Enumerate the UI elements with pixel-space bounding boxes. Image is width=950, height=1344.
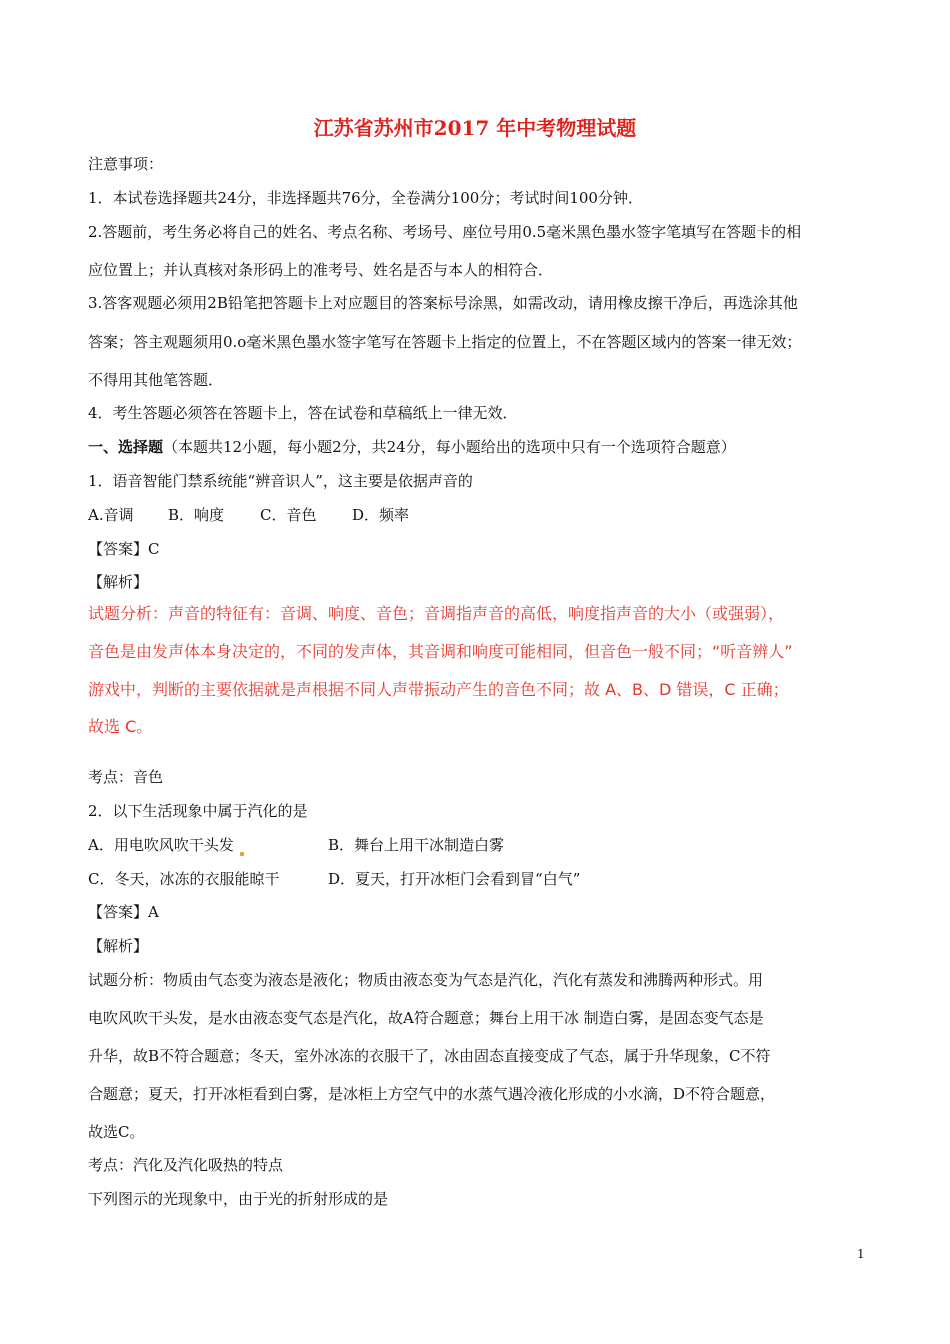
- section-desc: （本题共12小题，每小题2分，共24分，每小题给出的选项中只有一个选项符合题意）: [163, 438, 736, 456]
- q1-option-c: C．音色: [260, 506, 317, 524]
- notice-item: 1．本试卷选择题共24分，非选择题共76分，全卷满分100分；考试时间100分钟．: [88, 189, 643, 207]
- section-label: 一、选择题: [88, 438, 164, 456]
- q2-analysis-line: 升华，故B不符合题意；冬天，室外冰冻的衣服干了，冰由固态直接变成了气态，属于升华现象，C不符: [88, 1047, 771, 1065]
- q2-stem: 2．以下生活现象中属于汽化的是: [88, 802, 308, 820]
- q1-analysis-label: 【解析】: [88, 573, 149, 591]
- notice-item: 3.答客观题必须用2B铅笔把答题卡上对应题目的答案标号涂黑，如需改动，请用橡皮擦干净后，再选涂其他: [88, 294, 798, 312]
- q2-option-d: D．夏天，打开冰柜门会看到冒“白气”: [328, 870, 581, 888]
- q2-analysis-line: 合题意；夏天，打开冰柜看到白雾，是冰柜上方空气中的水蒸气遇冷液化形成的小水滴，D不符合题意，: [88, 1085, 776, 1103]
- q2-analysis-label: 【解析】: [88, 937, 149, 955]
- q2-option-a: A．用电吹风吹干头发: [88, 835, 328, 856]
- q1-analysis-line: 游戏中，判断的主要依据就是声根据不同人声带振动产生的音色不同；故 A、B、D 错误，C 正确；: [88, 680, 789, 699]
- q2-options-row1: [88, 835, 504, 856]
- q2-option-c: C．冬天，冰冻的衣服能晾干: [88, 870, 280, 888]
- q2-options-row2: [88, 869, 580, 889]
- page-number: 1: [857, 1247, 865, 1261]
- q2-analysis-line: 电吹风吹干头发，是水由液态变气态是汽化，故A符合题意；舞台上用干冰 制造白雾，是固态变气态是: [88, 1009, 764, 1027]
- stray-dot-mark: [240, 852, 244, 856]
- q1-analysis-line: 试题分析：声音的特征有：音调、响度、音色；音调指声音的高低，响度指声音的大小（或强弱），: [88, 604, 785, 623]
- q1-analysis-line: 故选 C。: [88, 717, 153, 736]
- q1-stem: 1．语音智能门禁系统能“辨音识人”，这主要是依据声音的: [88, 472, 473, 490]
- q1-option-b: B．响度: [168, 506, 225, 524]
- q2-option-b: B．舞台上用干冰制造白雾: [328, 836, 505, 854]
- q1-option-a: A.音调: [88, 506, 134, 524]
- notice-item: 答案；答主观题须用0.o毫米黑色墨水签字笔写在答题卡上指定的位置上，不在答题区域内的答案一律无效；: [88, 333, 802, 351]
- q1-analysis-line: 音色是由发声体本身决定的，不同的发声体，其音调和响度可能相同，但音色一般不同；“听音辨人”: [88, 642, 793, 661]
- q1-point: 考点：音色: [88, 768, 164, 786]
- notice-item: 不得用其他笔答题．: [88, 371, 224, 389]
- q2-point: 考点：汽化及汽化吸热的特点: [88, 1156, 284, 1174]
- q1-options: [88, 505, 409, 525]
- q2-analysis-line: 故选C。: [88, 1123, 145, 1141]
- q1-option-d: D．频率: [352, 506, 410, 524]
- notice-heading: 注意事项：: [88, 155, 164, 173]
- section-heading: [88, 437, 736, 457]
- q2-analysis-line: 试题分析：物质由气态变为液态是液化；物质由液态变为气态是汽化，汽化有蒸发和沸腾两种形式。用: [88, 971, 764, 989]
- page-title: 江苏省苏州市2017 年中考物理试题: [313, 116, 637, 140]
- q2-answer: 【答案】A: [88, 903, 159, 921]
- notice-item: 2.答题前，考生务必将自己的姓名、考点名称、考场号、座位号用0.5毫米黑色墨水签字笔填写在答题卡的相: [88, 223, 802, 241]
- q1-answer: 【答案】C: [88, 540, 160, 558]
- notice-item: 4．考生答题必须答在答题卡上，答在试卷和草稿纸上一律无效．: [88, 404, 518, 422]
- notice-item: 应位置上；并认真核对条形码上的准考号、姓名是否与本人的相符合．: [88, 261, 554, 279]
- q3-stem: 下列图示的光现象中，由于光的折射形成的是: [88, 1190, 389, 1208]
